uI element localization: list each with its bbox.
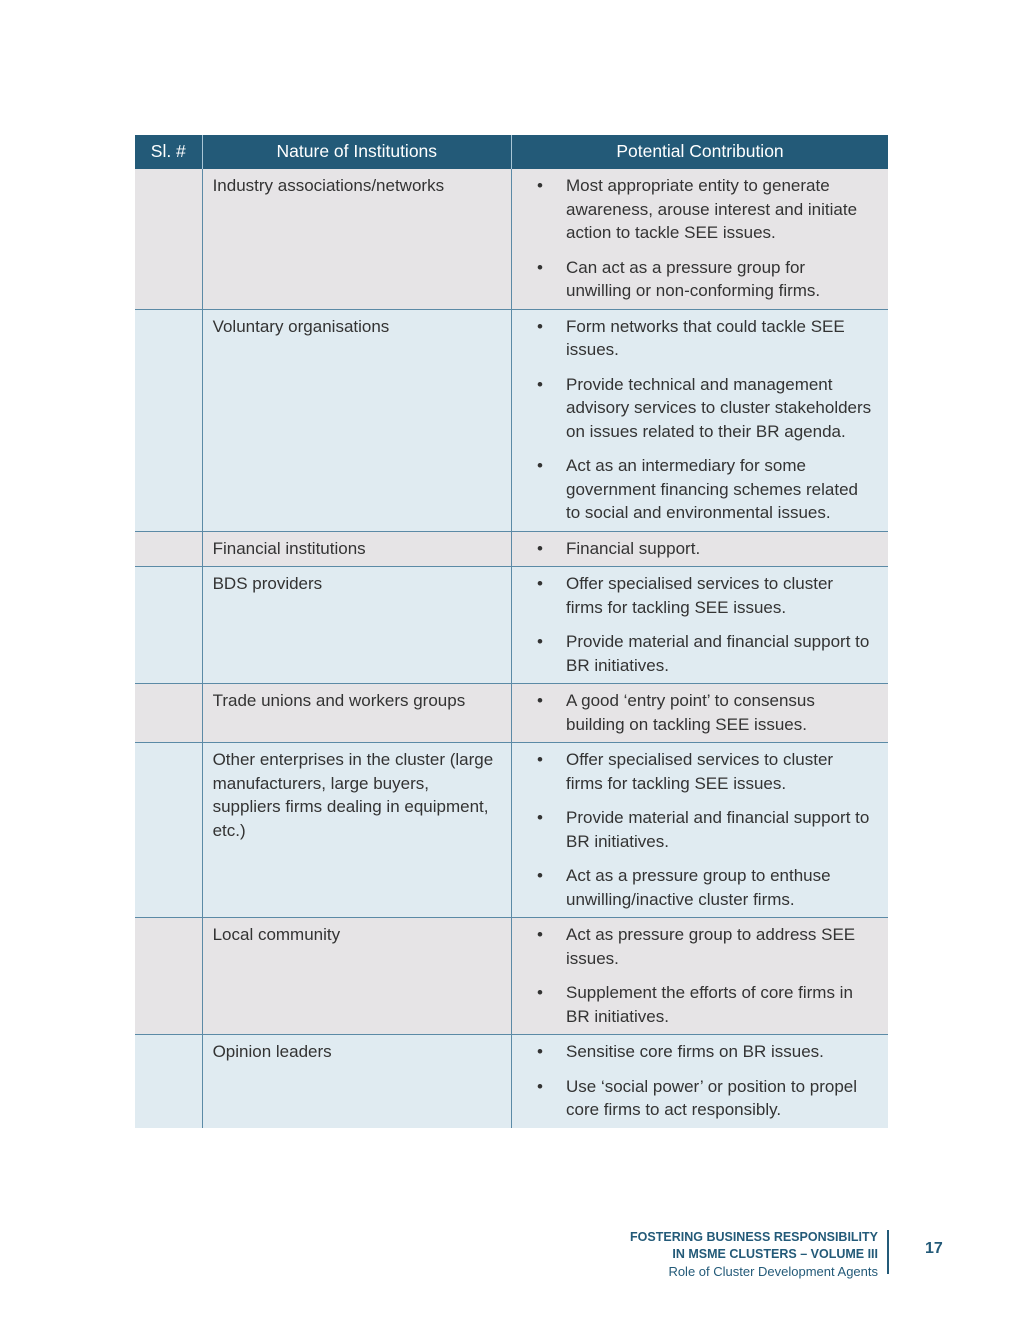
- footer-title-line2: IN MSME CLUSTERS – VOLUME III: [672, 1247, 878, 1261]
- institutions-table: [135, 135, 888, 1128]
- institution-cell: Voluntary organisations: [202, 309, 511, 531]
- institution-cell: Trade unions and workers groups: [202, 684, 511, 743]
- contribution-item: • Provide material and financial support to BR initiatives.: [522, 806, 878, 853]
- contribution-item: • Act as pressure group to address SEE issues.: [522, 923, 878, 970]
- contribution-item: • A good ‘entry point’ to consensus building on tackling SEE issues.: [522, 689, 878, 736]
- contribution-list: [522, 923, 878, 1028]
- sl-no-cell: [135, 309, 202, 531]
- header-nature-of-institutions: Nature of Institutions: [202, 135, 511, 169]
- contribution-item: • Financial support.: [522, 537, 878, 561]
- header-sl-no: Sl. #: [135, 135, 202, 169]
- contribution-cell: [511, 743, 888, 918]
- footer-divider: [887, 1230, 889, 1274]
- table-row: [135, 567, 888, 684]
- contribution-item: • Offer specialised services to cluster firms for tackling SEE issues.: [522, 748, 878, 795]
- sl-no-cell: [135, 743, 202, 918]
- contribution-list: [522, 689, 878, 736]
- sl-no-cell: [135, 1035, 202, 1128]
- table-row: [135, 309, 888, 531]
- footer-subtitle: Role of Cluster Development Agents: [668, 1264, 878, 1279]
- table-row: [135, 1035, 888, 1128]
- contribution-item: • Can act as a pressure group for unwilling or non-conforming firms.: [522, 256, 878, 303]
- institution-cell: Financial institutions: [202, 531, 511, 567]
- contribution-cell: [511, 309, 888, 531]
- table-row: [135, 169, 888, 309]
- table-row: [135, 684, 888, 743]
- contribution-item: • Act as a pressure group to enthuse unwilling/inactive cluster firms.: [522, 864, 878, 911]
- contribution-list: [522, 537, 878, 561]
- contribution-item: • Act as an intermediary for some government financing schemes related to social and environmental issues.: [522, 454, 878, 525]
- contribution-cell: [511, 567, 888, 684]
- institution-cell: Opinion leaders: [202, 1035, 511, 1128]
- sl-no-cell: [135, 684, 202, 743]
- table-header-row: [135, 135, 888, 169]
- institution-cell: Industry associations/networks: [202, 169, 511, 309]
- contribution-cell: [511, 918, 888, 1035]
- footer-title-line1: FOSTERING BUSINESS RESPONSIBILITY: [630, 1230, 878, 1244]
- contribution-cell: [511, 1035, 888, 1128]
- contribution-cell: [511, 684, 888, 743]
- contribution-item: • Provide material and financial support to BR initiatives.: [522, 630, 878, 677]
- contribution-item: • Provide technical and management advisory services to cluster stakeholders on issues related to their BR agenda.: [522, 373, 878, 444]
- institution-cell: BDS providers: [202, 567, 511, 684]
- contribution-list: [522, 174, 878, 303]
- contribution-list: [522, 572, 878, 677]
- sl-no-cell: [135, 531, 202, 567]
- sl-no-cell: [135, 567, 202, 684]
- page-footer: [630, 1229, 878, 1280]
- contribution-cell: [511, 531, 888, 567]
- contribution-list: [522, 1040, 878, 1122]
- contribution-list: [522, 748, 878, 911]
- contribution-item: • Supplement the efforts of core firms in BR initiatives.: [522, 981, 878, 1028]
- contribution-item: • Form networks that could tackle SEE issues.: [522, 315, 878, 362]
- contribution-list: [522, 315, 878, 525]
- page-number: 17: [925, 1240, 943, 1257]
- contribution-item: • Offer specialised services to cluster firms for tackling SEE issues.: [522, 572, 878, 619]
- header-potential-contribution: Potential Contribution: [511, 135, 888, 169]
- contribution-item: • Sensitise core firms on BR issues.: [522, 1040, 878, 1064]
- sl-no-cell: [135, 918, 202, 1035]
- contribution-cell: [511, 169, 888, 309]
- table-row: [135, 743, 888, 918]
- sl-no-cell: [135, 169, 202, 309]
- table-row: [135, 531, 888, 567]
- contribution-item: • Use ‘social power’ or position to propel core firms to act responsibly.: [522, 1075, 878, 1122]
- contribution-item: • Most appropriate entity to generate awareness, arouse interest and initiate action to tackle SEE issues.: [522, 174, 878, 245]
- table-row: [135, 918, 888, 1035]
- institution-cell: Local community: [202, 918, 511, 1035]
- institution-cell: Other enterprises in the cluster (large manufacturers, large buyers, suppliers firms dealing in equipment, etc.): [202, 743, 511, 918]
